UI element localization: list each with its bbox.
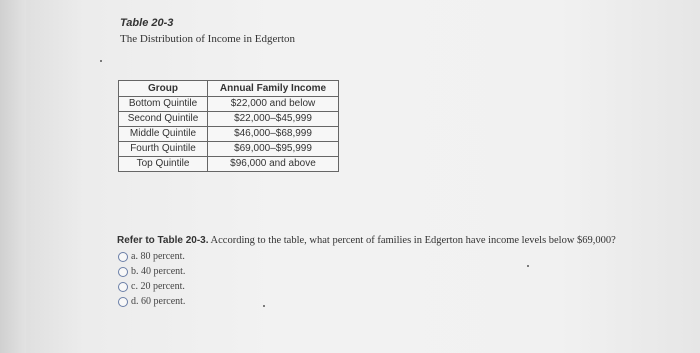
table-row [119, 112, 339, 127]
group-cell: Second Quintile [119, 112, 208, 127]
option-b[interactable] [118, 264, 185, 279]
group-cell: Fourth Quintile [119, 142, 208, 157]
question-text [117, 235, 616, 246]
question-body: According to the table, what percent of families in Edgerton have income levels below $69,000? [208, 235, 616, 246]
group-cell: Top Quintile [119, 157, 208, 172]
screen-speck [100, 60, 102, 62]
column-header-income: Annual Family Income [208, 81, 339, 97]
income-cell: $46,000–$68,999 [208, 127, 339, 142]
income-cell: $69,000–$95,999 [208, 142, 339, 157]
table-header-row [119, 81, 339, 97]
option-label[interactable]: d. 60 percent. [131, 296, 186, 307]
table-subtitle: The Distribution of Income in Edgerton [120, 33, 296, 45]
income-cell: $96,000 and above [208, 157, 339, 172]
option-d[interactable] [118, 294, 185, 309]
option-label[interactable]: c. 20 percent. [131, 281, 185, 292]
radio-button-icon[interactable] [118, 267, 128, 277]
group-cell: Bottom Quintile [119, 97, 208, 112]
answer-options [118, 249, 185, 309]
table-row [119, 157, 339, 172]
option-c[interactable] [118, 279, 185, 294]
radio-button-icon[interactable] [118, 252, 128, 262]
income-table [118, 80, 339, 172]
option-label[interactable]: a. 80 percent. [131, 251, 185, 262]
radio-button-icon[interactable] [118, 297, 128, 307]
table-row [119, 142, 339, 157]
screen-speck [263, 305, 265, 307]
table-row [119, 127, 339, 142]
screen-speck [527, 265, 529, 267]
option-a[interactable] [118, 249, 185, 264]
column-header-group: Group [119, 81, 208, 97]
table-row [119, 97, 339, 112]
question-lead: Refer to Table 20-3. [117, 235, 209, 246]
radio-button-icon[interactable] [118, 282, 128, 292]
table-caption: Table 20-3 [120, 17, 174, 29]
income-cell: $22,000–$45,999 [208, 112, 339, 127]
income-cell: $22,000 and below [208, 97, 339, 112]
screen-bezel [0, 0, 26, 353]
group-cell: Middle Quintile [119, 127, 208, 142]
option-label[interactable]: b. 40 percent. [131, 266, 186, 277]
